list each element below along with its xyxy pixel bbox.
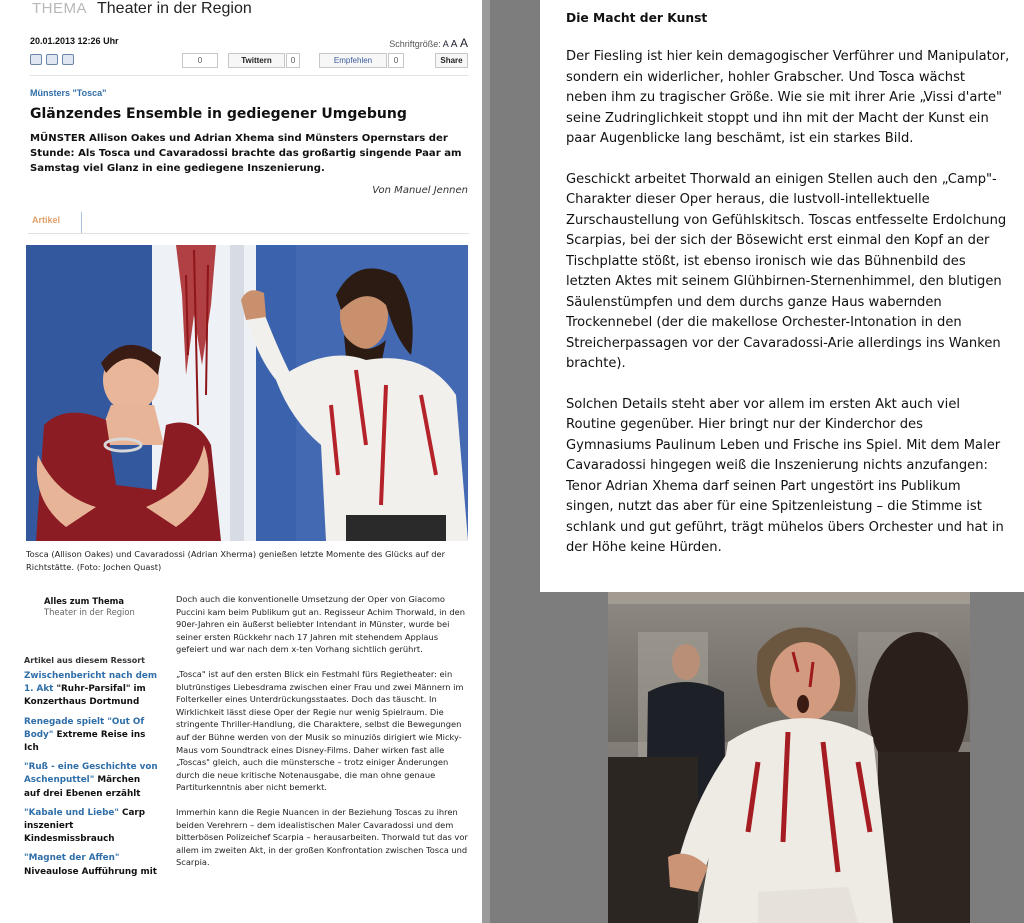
body-paragraph: Doch auch die konventionelle Umsetzung der Oper von Giacomo Puccini kam beim Publikum gut an. Regisseur Achim Thorwald, in den 90er-Jahren ein äußerst beliebter Intendant in Münster, wurde bei seiner ersten Rückkehr nach 17 Jahren mit stehendem Applaus gefeiert und war nach dem x-ten Vorhang sichtlich gerührt. <box>176 594 466 655</box>
thema-title[interactable]: Theater in der Region <box>97 0 252 17</box>
list-item[interactable]: "Kabale und Liebe" Carp inszeniert Kindesmissbrauch <box>24 807 146 845</box>
related-topic-box <box>26 596 159 618</box>
article-body <box>176 593 470 881</box>
continuation-body <box>566 47 1010 579</box>
body-paragraph: „Tosca" ist auf den ersten Blick ein Festmahl fürs Regietheater: ein blutrünstiges Liebesdrama zwischen einer Frau und zwei Männern im Folterkeller eines Unterdrückungsstaates. Doch das täuscht. In Wirklichkeit lässt diese Oper der Regie nur wenig Spielraum. Die stringente Thriller-Handlung, die Charaktere, selbst die Bewegungen auf der Bühne werden von der Musik so minuziös dirigiert wie Micky-Maus vom Soundtrack eines Disney-Films. Daher wirken fast alle „Toscas" gleich, auch die münstersche – trotz einiger Änderungen durch die neue kritische Notenausgabe, die man ohne genaue Partiturkenntnis aber nicht bemerkt. <box>176 668 464 793</box>
body-paragraph: Geschickt arbeitet Thorwald an einigen Stellen auch den „Camp"-Charakter dieser Oper heraus, die lustvoll-intellektuelle Zurschaustellung von Gefühlskitsch. Toscas entfesselte Erdolchung Scarpias, bei der sich der Bösewicht erst einmal den Kopf an der Tischplatte stößt, ist ebenso ironisch wie das Bühnenbild des letzten Aktes mit seinem Glühbirnen-Sternenhimmel, den blutigen Säulenstümpfen und dem durchs ganze Haus wabernden Trockennebel (der die makellose Orchester-Intonation in den Streicherpassagen vor der Cavaradossi-Arie allerdings ins Wanken brachte). <box>566 171 1007 371</box>
font-size-label: Schriftgröße: <box>389 39 441 49</box>
thema-label: THEMA <box>32 0 87 17</box>
font-size-small[interactable]: A <box>442 39 449 49</box>
related-topic-heading: Alles zum Thema <box>44 596 125 606</box>
tab-divider <box>81 212 82 233</box>
twitter-count: 0 <box>286 53 300 68</box>
article-tabs <box>28 211 469 234</box>
article-page <box>0 0 482 923</box>
thema-header <box>32 0 252 22</box>
ressort-heading: Artikel aus diesem Ressort <box>24 656 145 665</box>
publish-date: 20.01.2013 12:26 Uhr <box>30 36 119 46</box>
article-lead: MÜNSTER Allison Oakes und Adrian Xhema sind Münsters Opernstars der Stunde: Als Tosca und Cavaradossi brachte das großartig singende Paar am Samstag viel Glanz in eine gediegene Inszenierung. <box>30 133 462 174</box>
section-heading: Die Macht der Kunst <box>566 11 708 25</box>
divider <box>30 75 468 76</box>
photo-caption: Tosca (Allison Oakes) und Cavaradossi (Adrian Xherma) genießen letzte Momente des Glücks auf der Richtstätte. (Foto: Jochen Quast) <box>26 549 445 572</box>
related-topic-link[interactable]: Theater in der Region <box>44 607 135 617</box>
share-toolbar <box>30 52 468 70</box>
font-size-control <box>389 36 468 50</box>
ressort-list <box>24 670 158 885</box>
article-photo <box>26 245 468 541</box>
font-size-large[interactable]: A <box>459 36 468 50</box>
list-item[interactable]: "Ruß - eine Geschichte von Aschenputtel" Märchen auf drei Ebenen erzählt <box>24 762 158 799</box>
list-item[interactable]: Renegade spielt "Out Of Body" Extreme Reise ins Ich <box>24 716 146 754</box>
body-paragraph: Der Fiesling ist hier kein demagogischer Verführer und Manipulator, sondern ein widerlicher, hohler Grabscher. Und Tosca wächst neben ihm zu tragischer Größe. Wie sie mit ihrer Arie „Vissi d'arte" seine Zudringlichkeit stoppt und ihn mit der Macht der Kunst ein paar Augenblicke lang beschämt, ist ein starkes Bild. <box>566 49 1010 146</box>
share-button[interactable]: Share <box>435 53 468 68</box>
body-paragraph: Solchen Details steht aber vor allem im ersten Akt auch viel Routine gegenüber. Hier bringt nur der Kinderchor des Gymnasiums Paulinum Leben und Frische ins Spiel. Mit dem Maler Cavaradossi hingegen weiß die Inszenierung nichts anzufangen: Tenor Adrian Xhema darf seinen Part ungestört ins Publikum singen, nutzt das aber für eine Spitzenleistung – die Stimme ist schlank und gut geführt, trägt mühelos übers Orchester und hat in der Höhe keine Hürden. <box>566 396 1004 555</box>
bookmark-icon[interactable] <box>46 54 58 65</box>
recommend-button[interactable]: Empfehlen <box>319 53 387 68</box>
article-headline: Glänzendes Ensemble in gediegener Umgebung <box>30 106 407 122</box>
recommend-count: 0 <box>388 53 404 68</box>
font-size-medium[interactable]: A <box>450 39 458 50</box>
bloodied-tenor-illustration <box>608 592 970 923</box>
list-item[interactable]: "Magnet der Affen" Niveaulose Aufführung mit <box>24 853 157 877</box>
continuation-page <box>540 0 1024 592</box>
print-icon[interactable] <box>62 54 74 65</box>
page-gap <box>482 0 490 923</box>
email-icon[interactable] <box>30 54 42 65</box>
article-author: Von Manuel Jennen <box>372 185 468 196</box>
body-paragraph: Immerhin kann die Regie Nuancen in der Beziehung Toscas zu ihren beiden Verehrern – dem idealistischen Maler Cavaradossi und dem bitterbösen Polizeichef Scarpia – herausarbeiten. Thorwald tut das vor allem im zweiten Akt, in der großen Konfrontation zwischen Tosca und Scarpia. <box>176 806 468 868</box>
tab-artikel[interactable]: Artikel <box>32 215 61 225</box>
meta-row <box>30 36 468 50</box>
stage-photo <box>608 592 970 923</box>
article-kicker: Münsters "Tosca" <box>30 88 107 98</box>
opera-scene-illustration <box>26 245 468 541</box>
list-item[interactable]: Zwischenbericht nach dem 1. Akt "Ruhr-Parsifal" im Konzerthaus Dortmund <box>24 671 157 708</box>
share-count: 0 <box>182 53 218 68</box>
twitter-button[interactable]: Twittern <box>228 53 285 68</box>
